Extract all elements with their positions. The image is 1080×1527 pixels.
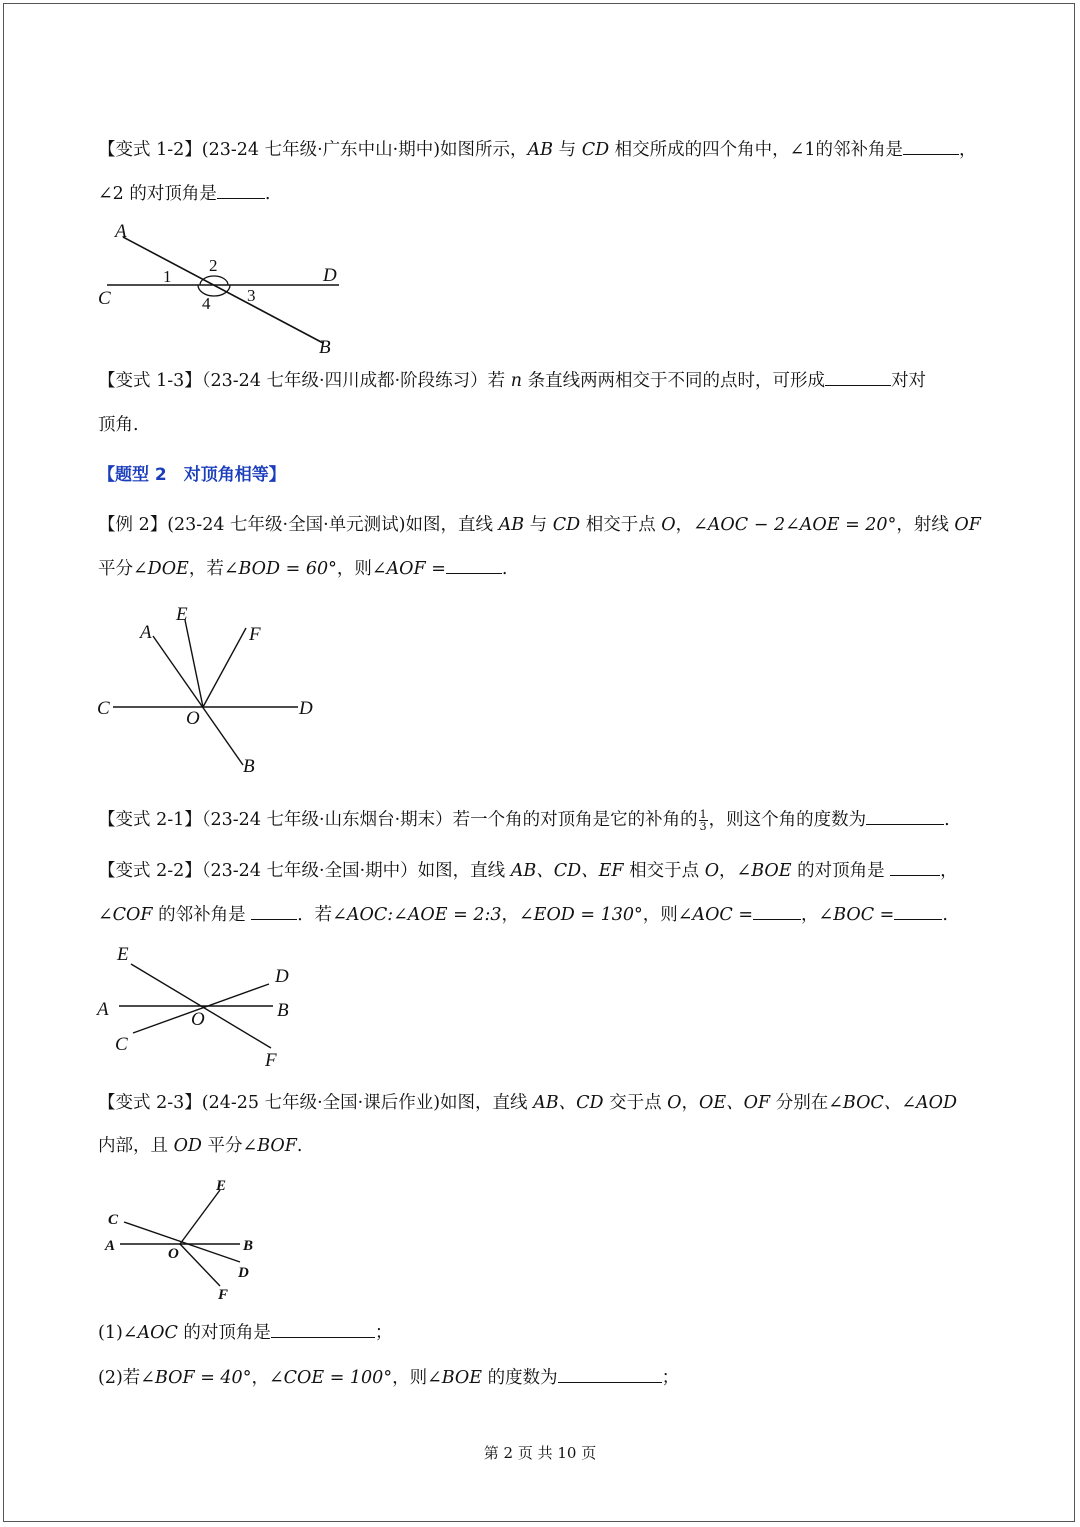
question-v2-3-line1: 【变式 2-3】(24-25 七年级·全国·课后作业)如图，直线 AB、CD 交于点 O，OE、OF 分别在∠BOC、∠AOD: [98, 1093, 957, 1113]
fig1-angle-1: 1: [163, 267, 172, 286]
sub-question-1: (1)∠AOC 的对顶角是 ；: [98, 1323, 393, 1343]
fig3-label-D: D: [275, 966, 289, 987]
figure-3: [93, 938, 303, 1073]
question-v2-2-line2: ∠COF 的邻补角是 ．若∠AOC:∠AOE = 2:3，∠EOD = 130°，则∠AOC = ，∠BOC = .: [98, 905, 948, 925]
figure-2: [93, 598, 333, 783]
fig1-label-B: B: [319, 337, 331, 358]
figure-1: [95, 215, 355, 360]
answer-blank[interactable]: [825, 369, 891, 386]
example-2-line1: 【例 2】(23-24 七年级·全国·单元测试)如图，直线 AB 与 CD 相交于点 O，∠AOC − 2∠AOE = 20°，射线 OF: [98, 515, 981, 535]
page-footer: 第 2 页 共 10 页: [483, 1444, 597, 1462]
sub-question-2: (2)若∠BOF = 40°，∠COE = 100°，则∠BOE 的度数为 ；: [98, 1368, 680, 1388]
fig3-label-F: F: [265, 1050, 277, 1071]
fig1-angle-2: 2: [209, 256, 218, 275]
answer-blank[interactable]: [894, 903, 942, 920]
fig2-label-F: F: [249, 624, 261, 645]
figure-4: [100, 1172, 270, 1307]
question-v2-3-line2: 内部，且 OD 平分∠BOF.: [98, 1136, 303, 1156]
question-v1-2-line1: 【变式 1-2】(23-24 七年级·广东中山·期中)如图所示，AB 与 CD 相交所成的四个角中，∠1的邻补角是 ，: [98, 140, 977, 160]
section-heading-type-2: 【题型 2 对顶角相等】: [98, 465, 286, 485]
fig4-label-O: O: [168, 1246, 179, 1262]
fig4-label-C: C: [108, 1212, 119, 1228]
fig2-label-B: B: [243, 756, 255, 777]
answer-blank[interactable]: [890, 859, 940, 876]
answer-blank[interactable]: [903, 138, 959, 155]
answer-blank[interactable]: [271, 1321, 375, 1338]
fig4-label-A: A: [105, 1238, 116, 1254]
fig2-label-E: E: [176, 604, 188, 625]
fig2-label-D: D: [299, 698, 313, 719]
question-v2-2-line1: 【变式 2-2】（23-24 七年级·全国·期中）如图，直线 AB、CD、EF 相交于点 O，∠BOE 的对顶角是 ，: [98, 861, 958, 881]
fig3-label-B: B: [277, 1000, 289, 1021]
question-v1-2-line2: ∠2 的对顶角是 .: [98, 184, 271, 204]
fig4-label-D: D: [238, 1265, 249, 1281]
fig1-angle-3: 3: [247, 286, 256, 305]
fig4-label-E: E: [216, 1178, 227, 1194]
answer-blank[interactable]: [753, 903, 801, 920]
fig3-label-E: E: [117, 944, 129, 965]
fig2-label-A: A: [140, 622, 152, 643]
fig2-label-C: C: [97, 698, 110, 719]
fig1-label-D: D: [323, 265, 337, 286]
fig3-label-C: C: [115, 1034, 128, 1055]
answer-blank[interactable]: [558, 1366, 662, 1383]
answer-blank[interactable]: [217, 182, 265, 199]
fig3-label-O: O: [191, 1009, 205, 1030]
example-2-line2: 平分∠DOE，若∠BOD = 60°，则∠AOF = .: [98, 559, 508, 579]
question-v2-1: 【变式 2-1】（23-24 七年级·山东烟台·期末）若一个角的对顶角是它的补角的 $\frac{1}{3}$ ，则这个角的度数为 .: [98, 808, 950, 833]
fig2-label-O: O: [186, 708, 200, 729]
answer-blank[interactable]: [251, 903, 297, 920]
fig3-label-A: A: [97, 999, 109, 1020]
answer-blank[interactable]: [446, 557, 502, 574]
question-v1-3-line2: 顶角.: [98, 415, 139, 435]
fraction-one-third: $\frac{1}{3}$: [699, 808, 707, 833]
answer-blank[interactable]: [866, 808, 944, 825]
fig1-label-A: A: [115, 221, 127, 242]
fig1-angle-4: 4: [202, 294, 211, 313]
fig4-label-B: B: [243, 1238, 254, 1254]
fig4-label-F: F: [218, 1287, 229, 1303]
fig1-label-C: C: [98, 288, 111, 309]
question-v1-3-line1: 【变式 1-3】（23-24 七年级·四川成都·阶段练习）若 n 条直线两两相交于不同的点时，可形成 对对: [98, 371, 927, 391]
